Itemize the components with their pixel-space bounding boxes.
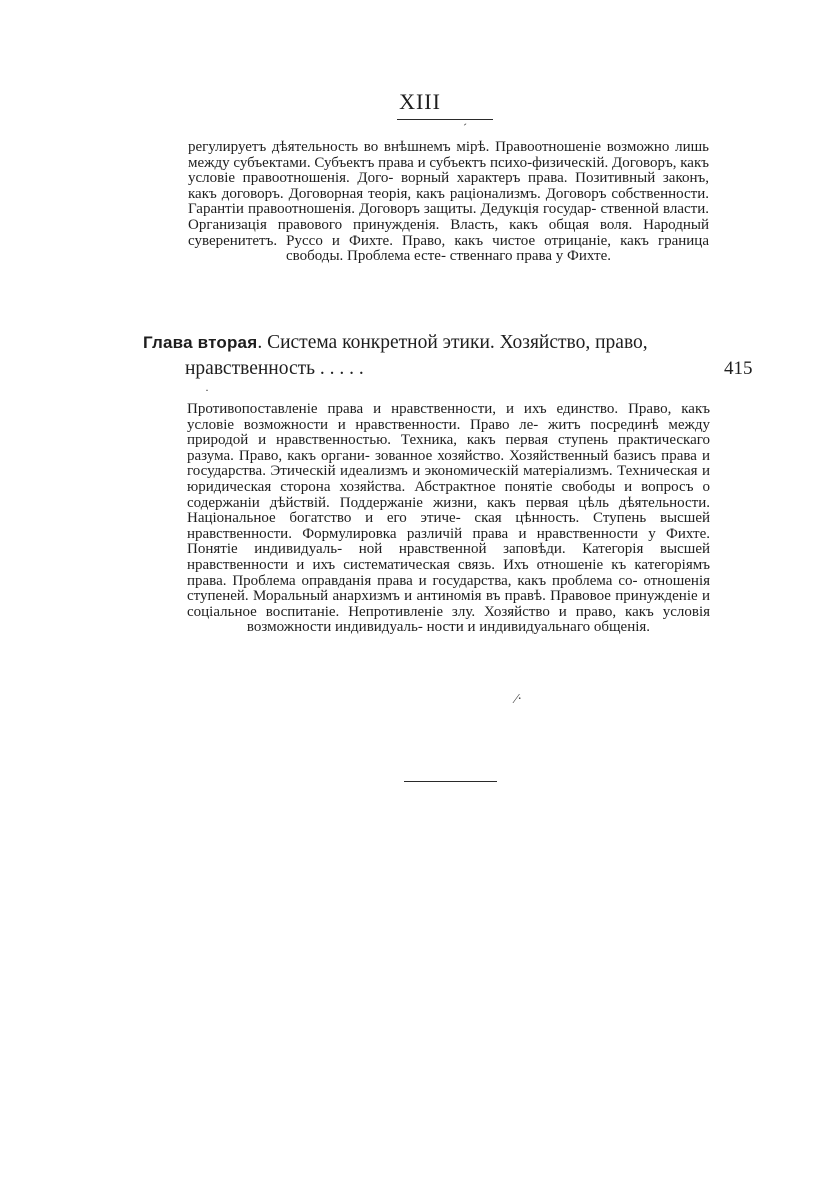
section-2-summary xyxy=(187,402,710,636)
print-speck: ⁄· xyxy=(515,692,522,707)
text-line: злу. Хозяйство и право, какъ условія возможности индивидуаль- xyxy=(246,603,711,636)
text-line: Противопоставленіе права и нравственности, и ихъ единство. xyxy=(187,401,619,417)
text-line: ной нравственной заповѣди. Категорія высшей нравственности и xyxy=(187,541,710,573)
text-line: Правовое принужденіе и соціальное воспитаніе. Непротивленіе xyxy=(187,588,710,620)
chapter-label: Глава вторая xyxy=(143,333,258,352)
text-line: Проблема оправданія права и государства, какъ проблема со- xyxy=(232,572,638,589)
text-line: Гарантіи правоотношенія. Договоръ защиты. Дедукція государ- xyxy=(188,201,597,218)
page-number: XIII xyxy=(399,89,441,114)
print-speck: · xyxy=(205,383,209,397)
text-line: какъ чистое отрицаніе, какъ граница свободы. Проблема есте- xyxy=(285,232,709,265)
text-line: Этическій идеализмъ и экономическій матеріализмъ. Техническая xyxy=(270,463,698,480)
chapter-title-line-2: нравственность . . . . . xyxy=(185,358,364,379)
text-line: отношенія ступеней. Моральный анархизмъ и антиномія въ правѣ. xyxy=(187,572,711,605)
chapter-page-number: 415 xyxy=(724,358,753,379)
text-line: и юридическая сторона хозяйства. Абстрактное понятіе свободы xyxy=(187,463,710,495)
text-line: ихъ систематическая связь. Ихъ отношеніе къ категоріямъ права. xyxy=(187,556,711,589)
text-line: житъ посрединѣ между природой и нравственностью. Техника, xyxy=(187,416,710,449)
text-line: ности и индивидуальнаго общенія. xyxy=(426,619,651,636)
text-line: психо-физическій. Договоръ, какъ условіе правоотношенія. Дого- xyxy=(188,154,709,187)
chapter-heading xyxy=(143,330,711,356)
print-speck: ˊ xyxy=(463,121,467,135)
text-line: ственнаго права у Фихте. xyxy=(449,248,612,265)
text-line: ворный характеръ права. Позитивный законъ, какъ договоръ. xyxy=(188,170,709,202)
text-line: какъ первая ступень практическаго разума. Право, какъ органи- xyxy=(187,432,711,464)
text-line: Право, какъ условіе возможности и нравственности. Право ле- xyxy=(187,401,711,433)
text-line: ственной власти. Организація правового принужденія. Власть, xyxy=(188,201,710,233)
text-line: ская цѣнность. Ступень высшей нравственности. Формулировка xyxy=(187,510,710,542)
closing-rule xyxy=(404,781,497,782)
text-line: Договорная теорія, какъ раціонализмъ. Договоръ собственности. xyxy=(288,185,709,202)
chapter-title-line-1: . Система конкретной этики. Хозяйство, право, xyxy=(257,332,648,353)
section-1-summary xyxy=(188,140,709,265)
text-line: регулируетъ дѣятельность во внѣшнемъ мірѣ. Правоотношеніе xyxy=(188,139,602,155)
text-line: и вопросъ о содержаніи дѣйствій. Поддержаніе жизни, какъ xyxy=(187,478,711,511)
text-line: зованное хозяйство. Хозяйственный базисъ права и государства. xyxy=(187,447,711,480)
text-line: различій права и нравственности у Фихте. Понятіе индивидуаль- xyxy=(187,525,711,558)
text-line: какъ общая воля. Народный суверенитетъ. Руссо и Фихте. Право, xyxy=(188,216,710,249)
text-line: возможно лишь между субъектами. Субъектъ права и субъектъ xyxy=(188,139,709,171)
header-rule xyxy=(397,119,493,120)
text-line: первая цѣль дѣятельности. Національное богатство и его этиче- xyxy=(187,494,710,527)
